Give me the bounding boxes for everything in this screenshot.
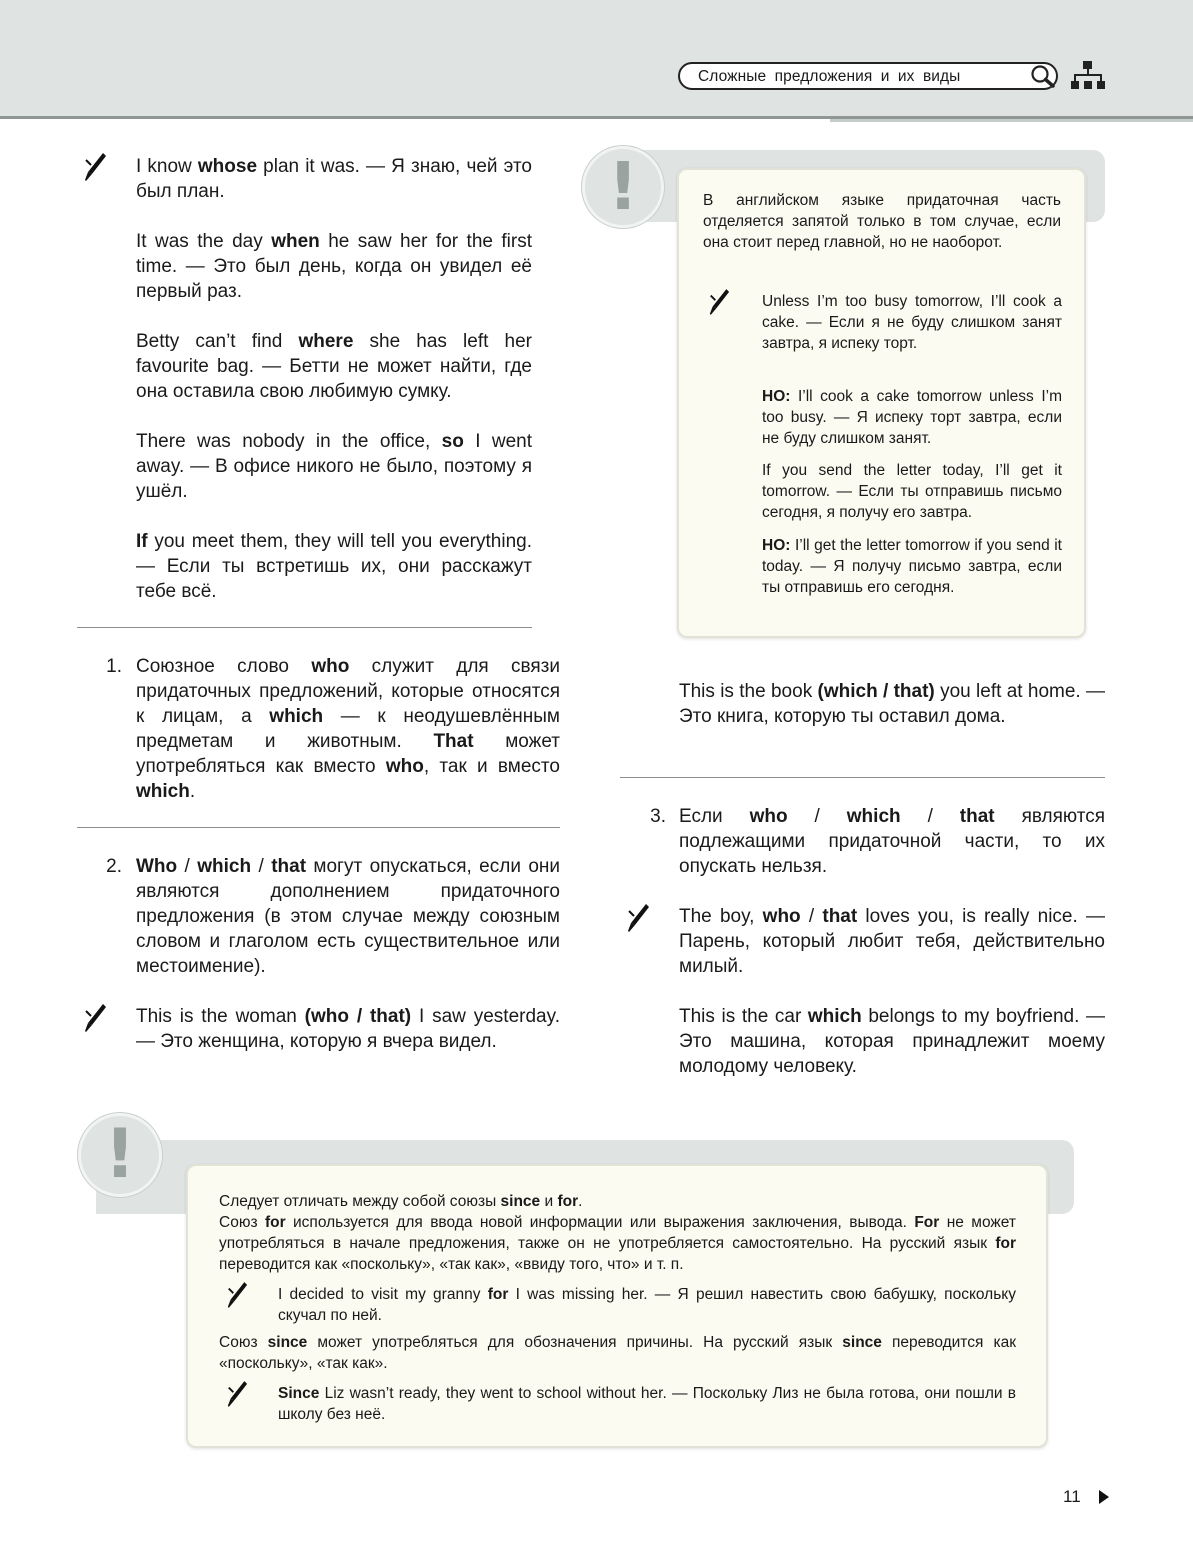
since-explanation: Союз since может употребляться для обозначения причины. На русский язык since переводится как «поскольку», «так как». — [219, 1334, 1016, 1372]
example-so: There was nobody in the office, so I went away. — В офисе никого не было, поэтому я ушёл. — [136, 431, 532, 502]
example-which-that: This is the book (which / that) you left at home. — Это книга, которую ты оставил дома. — [679, 681, 1106, 727]
pen-icon — [83, 152, 107, 182]
pen-icon — [83, 1003, 107, 1033]
search-icon[interactable] — [1030, 64, 1056, 88]
section-divider — [77, 827, 560, 828]
note-example-unless-contrast: НО: I’ll cook a cake tomorrow unless I’m too busy. — Я испеку торт завтра, если не буду слишком занят. — [762, 388, 1062, 447]
example-omitted-relative: This is the woman (who / that) I saw yesterday. — Это женщина, которую я вчера видел. — [136, 1006, 560, 1052]
note-example-unless: Unless I’m too busy tomorrow, I’ll cook a cake. — Если я не буду слишком занят завтра, я испеку торт. — [762, 293, 1062, 352]
rule-number-3: 3. — [650, 806, 666, 827]
topic-search-field[interactable]: Сложные предложения и их виды — [678, 62, 1058, 90]
exclamation-icon: ! — [104, 1115, 136, 1194]
note-example-if: If you send the letter today, I’ll get it tomorrow. — Если ты отправишь письмо сегодня, я получу его завтра. — [762, 462, 1062, 521]
example-boy: The boy, who / that loves you, is really nice. — Парень, который любит тебя, действительно милый. — [679, 906, 1105, 977]
next-page-arrow-icon[interactable] — [1098, 1489, 1110, 1505]
pen-icon — [226, 1281, 248, 1309]
rule-number-2: 2. — [106, 856, 122, 877]
example-car: This is the car which belongs to my boyfriend. — Это машина, которая принадлежит моему молодому человеку. — [679, 1006, 1105, 1077]
pen-icon — [226, 1380, 248, 1408]
rule-3-text: Если who / which / that являются подлежащими придаточной части, то их опускать нельзя. — [679, 806, 1105, 877]
example-whose: I know whose plan it was. — Я знаю, чей это был план. — [136, 156, 532, 202]
exclamation-badge — [78, 1113, 162, 1197]
pen-icon — [708, 288, 730, 316]
comma-rule-intro: В английском языке придаточная часть отделяется запятой только в том случае, если она стоит перед главной, но не наоборот. — [703, 192, 1061, 251]
example-since: Since Liz wasn’t ready, they went to school without her. — Поскольку Лиз не была готова, они пошли в школу без неё. — [278, 1385, 1016, 1423]
rule-number-1: 1. — [106, 656, 122, 677]
rule-2-text: Who / which / that могут опускаться, если они являются дополнением придаточного предложения (в этом случае между союзным словом и глаголом есть существительное или местоимение). — [136, 856, 561, 977]
example-where: Betty can’t find where she has left her favourite bag. — Бетти не может найти, где она оставила свою любимую сумку. — [136, 331, 532, 402]
example-when: It was the day when he saw her for the first time. — Это был день, когда он увидел её первый раз. — [136, 231, 533, 302]
section-divider — [620, 777, 1105, 778]
header-band — [0, 0, 1193, 118]
pen-icon — [626, 903, 650, 933]
rule-1-text: Союзное слово who служит для связи придаточных предложений, которые относятся к лицам, а which — к неодушевлённым предметам и животным. That может употребляться как вместо who, так и вместо which. — [136, 656, 561, 802]
page-number: 11 — [1063, 1487, 1081, 1506]
sitemap-icon[interactable] — [1070, 60, 1106, 92]
since-for-intro: Следует отличать между собой союзы since и for. Союз for используется для ввода новой информации или выражения заключения, вывода. For не может употребляться в начале предложения, также он не употребляется самостоятельно. На русский язык for переводится как «поскольку», «так как», «ввиду того, что» и т. п. — [219, 1193, 1016, 1273]
exclamation-icon: ! — [607, 148, 639, 225]
example-if: If you meet them, they will tell you everything. — Если ты встретишь их, они расскажут тебе всё. — [136, 531, 532, 602]
section-divider — [77, 627, 532, 628]
header-divider-accent — [830, 119, 1193, 122]
example-for: I decided to visit my granny for I was missing her. — Я решил навестить свою бабушку, поскольку скучал по ней. — [278, 1286, 1017, 1324]
note-example-if-contrast: НО: I’ll get the letter tomorrow if you send it today. — Я получу письмо завтра, если ты отправишь его сегодня. — [762, 537, 1062, 596]
exclamation-badge — [582, 146, 664, 228]
